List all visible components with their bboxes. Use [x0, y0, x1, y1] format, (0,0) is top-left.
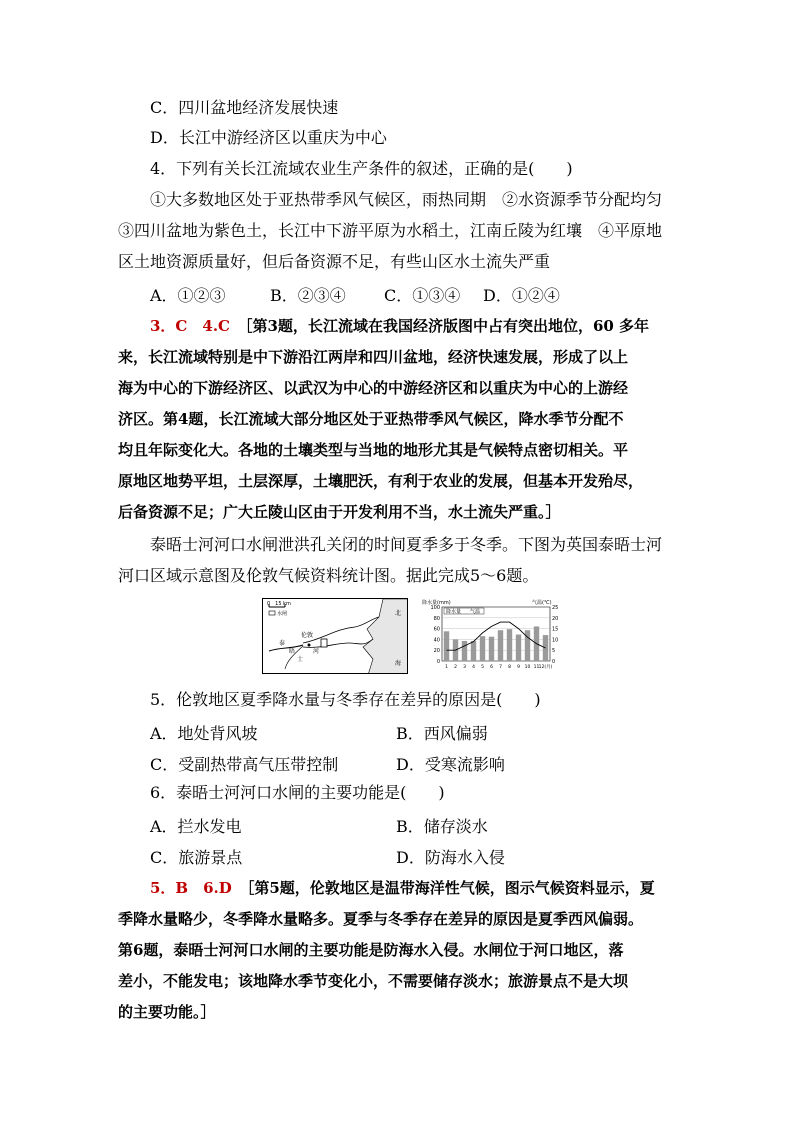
precip-tick-label: 80	[433, 615, 440, 622]
answer-3-4-line-7: 后备资源不足；广大丘陵山区由于开发利用不当，水土流失严重。］	[118, 503, 561, 521]
q5-option-c: C．受副热带高气压带控制	[150, 755, 339, 774]
london-climate-chart	[420, 598, 568, 674]
q5-options-row-1	[0, 721, 794, 743]
q6-option-c: C．旅游景点	[150, 848, 243, 867]
month-tick-label: 8	[508, 665, 511, 670]
answer-5-6-line-5: 的主要功能。］	[118, 1003, 216, 1021]
q4-option-b: B．②③④	[270, 286, 346, 305]
precip-bar	[471, 641, 476, 661]
river-char-1: 泰	[279, 640, 286, 647]
answer-5-6-line-2: 季降水量略少，冬季降水量略多。夏季与冬季存在差异的原因是夏季西风偏弱。	[118, 910, 644, 928]
month-tick-label: 4	[472, 665, 475, 670]
q6-stem: 6．泰晤士河河口水闸的主要功能是( )	[150, 783, 445, 802]
month-tick-label: 5	[481, 665, 484, 670]
month-tick-label: 10	[524, 665, 531, 670]
legend-precip-label: 降水量	[446, 609, 462, 615]
month-tick-label: 1	[445, 665, 448, 670]
intro-5-6-line-2: 河口区域示意图及伦敦气候资料统计图。据此完成5～6题。	[118, 566, 539, 585]
answer-3-4-line-6: 原地区地势平坦，土层深厚，土壤肥沃，有利于农业的发展，但基本开发殆尽，	[118, 472, 644, 490]
precip-bar	[489, 637, 494, 661]
month-tick-label: 7	[499, 665, 502, 670]
answer-5-6-line-3: 第6题，泰晤士河河口水闸的主要功能是防海水入侵。水闸位于河口地区，落	[118, 941, 624, 959]
answer-5-6-key: 5．B 6.D	[150, 879, 232, 897]
temp-tick-label: 25	[552, 605, 559, 611]
month-tick-label: 11	[533, 665, 540, 670]
q4-option-a: A．①②③	[150, 286, 226, 305]
map-city-label: 伦敦	[301, 632, 314, 639]
month-tick-label: 2	[454, 665, 457, 670]
answer-3-4-line-5: 均且年际变化大。各地的土壤类型与当地的地形尤其是气候特点密切相关。平	[118, 441, 629, 459]
q4-stem: 4．下列有关长江流域农业生产条件的叙述，正确的是( )	[150, 159, 573, 178]
month-tick-label: 12(月)	[538, 665, 553, 670]
q4-statement-line-1: ①大多数地区处于亚热带季风气候区，雨热同期 ②水资源季节分配均匀	[150, 190, 663, 209]
answer-3-4-text: ［第3题，长江流域在我国经济版图中占有突出地位，60 多年	[245, 317, 650, 335]
q5-option-d: D．受寒流影响	[396, 755, 505, 774]
river-char-2: 晤	[289, 648, 296, 655]
precip-bar	[480, 636, 485, 661]
q4-option-d: D．①②④	[483, 286, 560, 305]
answer-3-4-line-4: 济区。第4题，长江流域大部分地区处于亚热带季风气候区，降水季节分配不	[118, 410, 624, 428]
q3-option-c: C．四川盆地经济发展快速	[150, 98, 339, 117]
temp-tick-label: 15	[552, 626, 559, 633]
map-legend-label: 水闸	[277, 611, 288, 617]
q6-options-row-1	[0, 814, 794, 836]
answer-3-4-line-3: 海为中心的下游经济区、以武汉为中心的中游经济区和以重庆为中心的上游经	[118, 379, 629, 397]
q5-options-row-2	[0, 752, 794, 774]
river-char-3: 士	[297, 656, 304, 663]
q3-option-d: D．长江中游经济区以重庆为中心	[150, 128, 387, 147]
sea-char-2: 海	[395, 660, 402, 667]
q5-option-b: B．西风偏弱	[396, 724, 488, 743]
q6-option-a: A．拦水发电	[150, 817, 242, 836]
q6-option-b: B．储存淡水	[396, 817, 488, 836]
month-tick-label: 9	[517, 665, 520, 670]
precip-tick-label: 0	[436, 659, 440, 665]
sluice-legend-icon	[269, 611, 275, 615]
precip-tick-label: 100	[430, 605, 440, 611]
london-city-icon	[308, 644, 311, 647]
temp-tick-label: 20	[552, 615, 559, 622]
answer-3-4-line-2: 来，长江流域特别是中下游沿江两岸和四川盆地，经济快速发展，形成了以上	[118, 348, 629, 366]
temp-tick-label: 0	[552, 659, 556, 665]
thames-figure	[262, 598, 568, 674]
sea-char-1: 北	[395, 610, 402, 617]
precip-bar	[516, 635, 521, 661]
answer-3-4-line-1	[150, 316, 649, 336]
temperature-line	[447, 622, 546, 650]
precip-tick-label: 20	[433, 648, 440, 655]
q4-option-c: C．①③④	[384, 286, 461, 305]
precip-bar	[462, 641, 467, 661]
q5-stem: 5．伦敦地区夏季降水量与冬季存在差异的原因是( )	[150, 690, 541, 709]
answer-5-6-line-1	[150, 878, 655, 898]
q4-options	[0, 283, 794, 305]
answer-5-6-line-4: 差小，不能发电；该地降水季节变化小，不需要储存淡水；旅游景点不是大坝	[118, 972, 629, 990]
q4-statement-line-3: 区土地资源质量好，但后备资源不足，有些山区水土流失严重	[118, 252, 551, 271]
sluice-marker-icon	[321, 639, 327, 647]
plot-frame	[442, 607, 550, 661]
q6-option-d: D．防海水入侵	[396, 848, 505, 867]
answer-3-4-key: 3．C 4.C	[150, 317, 230, 335]
precip-bar	[498, 630, 503, 661]
precip-axis-title: 降水量(mm)	[422, 600, 451, 606]
answer-5-6-text: ［第5题，伦敦地区是温带海洋性气候，图示气候资料显示，夏	[246, 879, 655, 897]
precip-bar	[444, 631, 449, 661]
map-scale-label: 0 15 km	[267, 601, 291, 607]
temp-tick-label: 5	[552, 648, 556, 655]
temp-tick-label: 10	[552, 637, 559, 644]
precip-bar	[543, 635, 548, 661]
q6-options-row-2	[0, 845, 794, 867]
river-char-4: 河	[313, 648, 320, 655]
q4-statement-line-2: ③四川盆地为紫色土，长江中下游平原为水稻土，江南丘陵为红壤 ④平原地	[118, 221, 663, 240]
thames-estuary-map	[262, 598, 408, 674]
legend-temp-label: 气温	[470, 609, 481, 615]
month-tick-label: 3	[463, 665, 466, 670]
precip-tick-label: 60	[433, 626, 440, 633]
precip-tick-label: 40	[433, 637, 440, 644]
temp-axis-title: 气温(℃)	[532, 600, 552, 606]
q5-option-a: A．地处背风坡	[150, 724, 258, 743]
month-tick-label: 6	[490, 665, 493, 670]
precip-bar	[507, 629, 512, 661]
intro-5-6-line-1: 泰晤士河河口水闸泄洪孔关闭的时间夏季多于冬季。下图为英国泰晤士河	[150, 535, 663, 554]
